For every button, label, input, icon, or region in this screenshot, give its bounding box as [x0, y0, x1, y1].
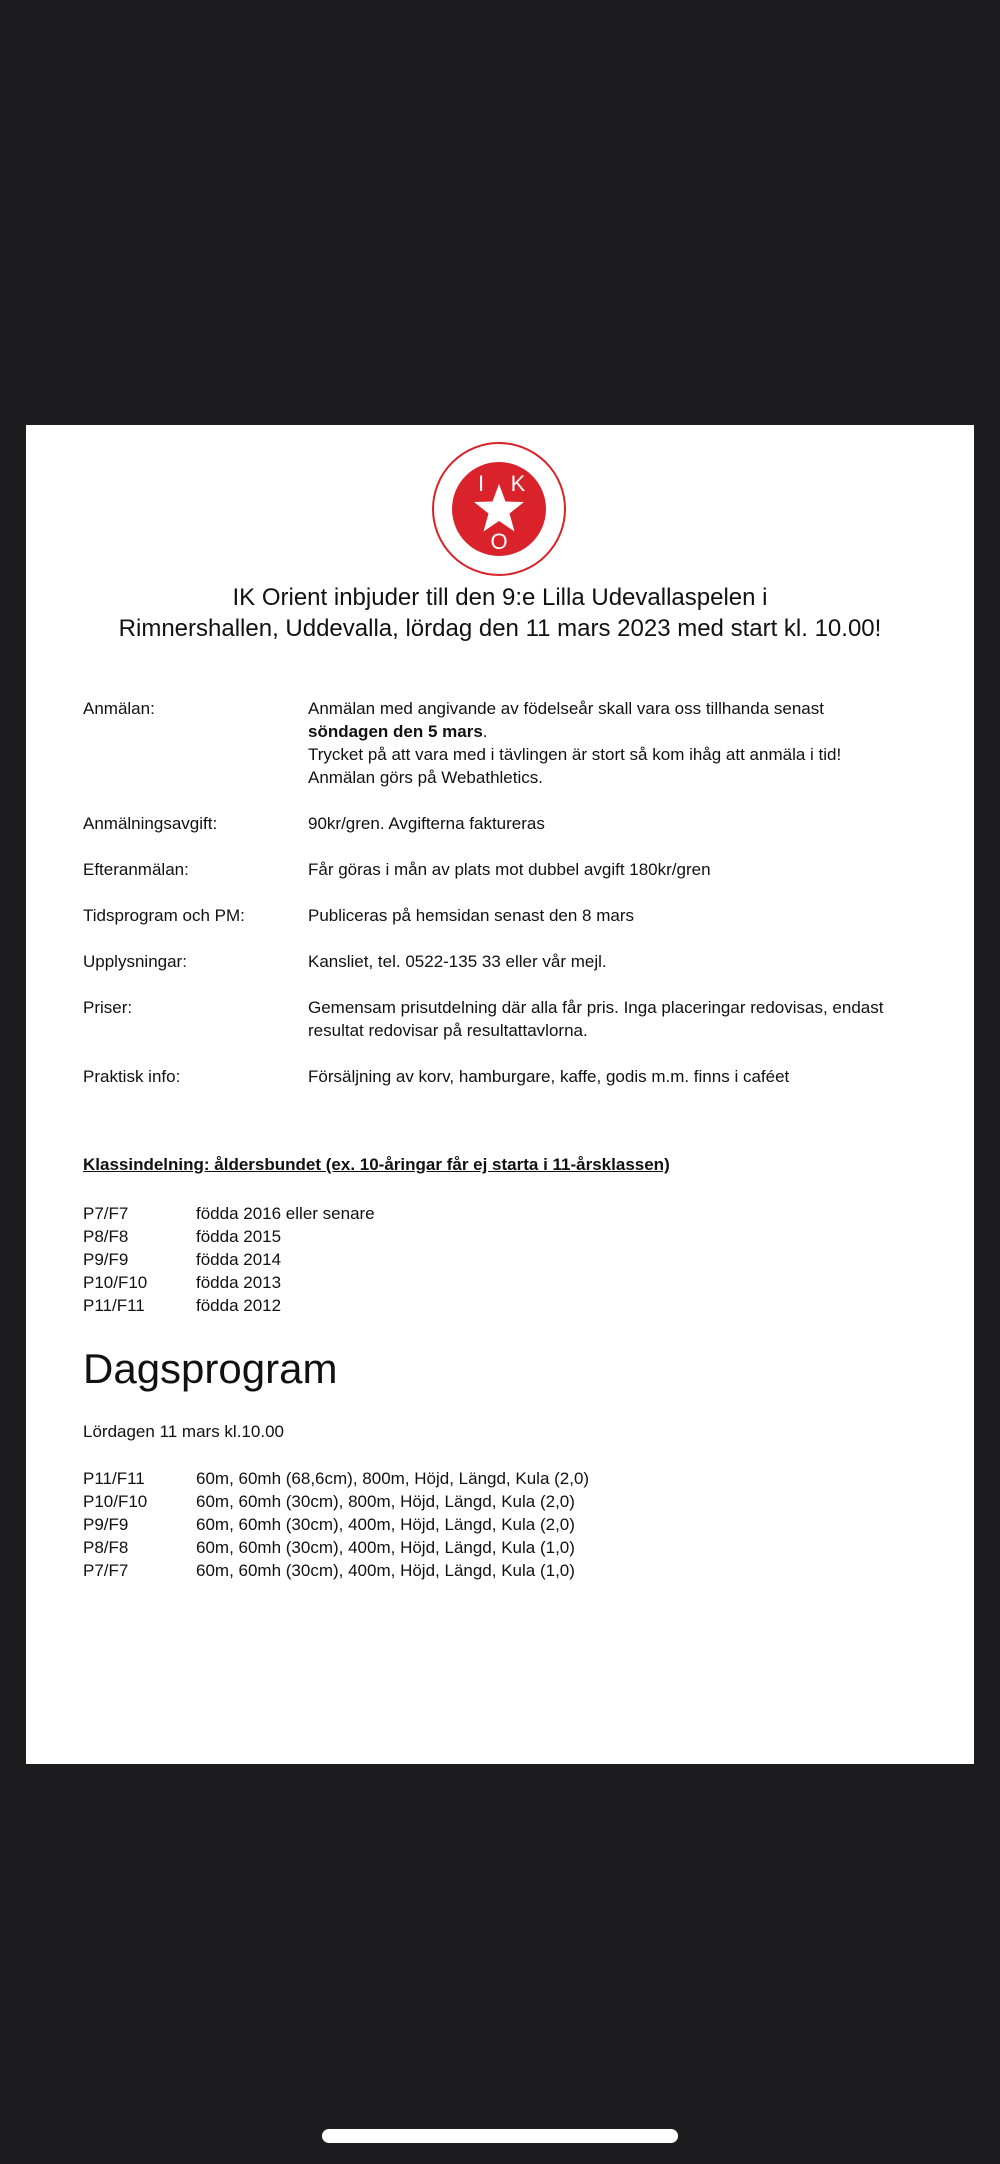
- program-class: P7/F7: [83, 1561, 129, 1580]
- ik-orient-logo: [431, 441, 567, 577]
- program-class: P9/F9: [83, 1515, 129, 1534]
- event-program-list: [83, 1467, 589, 1582]
- program-row: [83, 1490, 589, 1513]
- class-row: [83, 1271, 375, 1294]
- info-value: [308, 996, 943, 1042]
- info-label: Tidsprogram och PM:: [83, 906, 245, 925]
- class-born: födda 2012: [196, 1296, 282, 1315]
- class-code: P10/F10: [83, 1273, 148, 1292]
- info-row-efteranmalan: [83, 858, 943, 881]
- info-value: Försäljning av korv, hamburgare, kaffe, godis m.m. finns i caféet: [308, 1067, 790, 1086]
- program-class: P10/F10: [83, 1492, 148, 1511]
- info-value: Publiceras på hemsidan senast den 8 mars: [308, 906, 635, 925]
- day-program-heading: Dagsprogram: [83, 1345, 338, 1392]
- class-born: födda 2016 eller senare: [196, 1204, 375, 1223]
- info-row-upplysningar: [83, 950, 943, 973]
- class-code: P8/F8: [83, 1227, 129, 1246]
- info-value: [308, 697, 943, 789]
- deadline-bold: söndagen den 5 mars: [308, 722, 483, 741]
- program-events: 60m, 60mh (30cm), 400m, Höjd, Längd, Kula (1,0): [196, 1561, 575, 1580]
- program-class: P8/F8: [83, 1538, 129, 1557]
- info-row-priser: [83, 996, 943, 1042]
- logo-letter-o: O: [490, 529, 508, 554]
- info-row-anmalan: [83, 697, 943, 789]
- info-row-praktisk: [83, 1065, 943, 1088]
- program-row: [83, 1559, 589, 1582]
- info-label: Praktisk info:: [83, 1067, 181, 1086]
- logo-letter-k: K: [510, 471, 526, 496]
- class-born: födda 2013: [196, 1273, 282, 1292]
- day-program-date: Lördagen 11 mars kl.10.00: [83, 1422, 284, 1441]
- invitation-title-line-1: IK Orient inbjuder till den 9:e Lilla Udevallaspelen i: [232, 584, 768, 611]
- info-label: Efteranmälan:: [83, 860, 189, 879]
- class-row: [83, 1248, 375, 1271]
- anmalan-line: Anmälan görs på Webathletics.: [308, 768, 543, 787]
- info-label: Anmälningsavgift:: [83, 814, 218, 833]
- info-value: Kansliet, tel. 0522-135 33 eller vår mejl.: [308, 952, 607, 971]
- deadline-dot: .: [482, 722, 488, 741]
- home-indicator[interactable]: [322, 2129, 678, 2143]
- class-code: P9/F9: [83, 1250, 129, 1269]
- info-value: 90kr/gren. Avgifterna faktureras: [308, 814, 545, 833]
- priser-line: resultat redovisar på resultattavlorna.: [308, 1021, 588, 1040]
- program-class: P11/F11: [83, 1469, 145, 1488]
- program-events: 60m, 60mh (30cm), 800m, Höjd, Längd, Kula (2,0): [196, 1492, 575, 1511]
- program-events: 60m, 60mh (68,6cm), 800m, Höjd, Längd, Kula (2,0): [196, 1469, 590, 1488]
- logo-letter-i: I: [477, 471, 485, 496]
- program-row: [83, 1536, 589, 1559]
- class-code: P11/F11: [83, 1296, 145, 1315]
- priser-line: Gemensam prisutdelning där alla får pris. Inga placeringar redovisas, endast: [308, 998, 884, 1017]
- anmalan-deadline: [308, 720, 943, 743]
- info-row-avgift: [83, 812, 943, 835]
- info-label: Priser:: [83, 998, 133, 1017]
- program-events: 60m, 60mh (30cm), 400m, Höjd, Längd, Kula (1,0): [196, 1538, 575, 1557]
- class-row: [83, 1294, 375, 1317]
- class-row: [83, 1202, 375, 1225]
- program-events: 60m, 60mh (30cm), 400m, Höjd, Längd, Kula (2,0): [196, 1515, 575, 1534]
- program-row: [83, 1513, 589, 1536]
- invitation-title-line-2: Rimnershallen, Uddevalla, lördag den 11 mars 2023 med start kl. 10.00!: [118, 615, 882, 642]
- class-code: P7/F7: [83, 1204, 129, 1223]
- class-division-heading: Klassindelning: åldersbundet (ex. 10-åringar får ej starta i 11-årsklassen): [83, 1155, 670, 1174]
- info-table: [83, 697, 943, 1111]
- class-born: födda 2014: [196, 1250, 282, 1269]
- anmalan-line: Trycket på att vara med i tävlingen är stort så kom ihåg att anmäla i tid!: [308, 745, 842, 764]
- program-row: [83, 1467, 589, 1490]
- info-label: Anmälan:: [83, 699, 155, 718]
- anmalan-line: Anmälan med angivande av födelseår skall vara oss tillhanda senast: [308, 699, 824, 718]
- info-row-tidsprogram: [83, 904, 943, 927]
- info-label: Upplysningar:: [83, 952, 187, 971]
- info-value: Får göras i mån av plats mot dubbel avgift 180kr/gren: [308, 860, 711, 879]
- class-list: [83, 1202, 375, 1317]
- class-row: [83, 1225, 375, 1248]
- class-born: födda 2015: [196, 1227, 282, 1246]
- document-page: [26, 425, 974, 1764]
